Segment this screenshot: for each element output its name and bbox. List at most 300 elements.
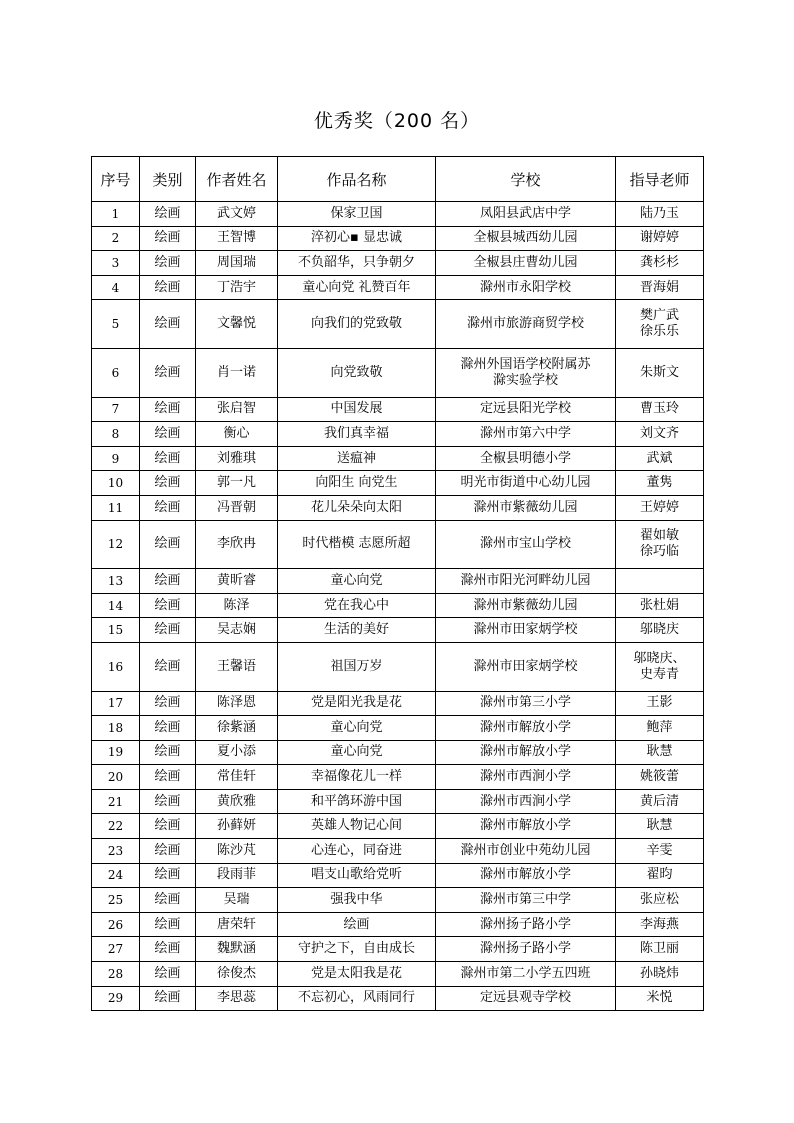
cell-category [140,888,196,913]
cell-category [140,986,196,1011]
cell-number-text: 23 [107,843,124,858]
cell-school [436,569,616,594]
cell-number [92,422,140,447]
cell-school-text: 凤阳县武店中学 [479,205,571,221]
cell-number [92,716,140,741]
cell-category [140,495,196,520]
table-row [92,937,704,962]
cell-school [436,716,616,741]
cell-school [436,275,616,300]
table-row [92,642,704,691]
cell-category [140,348,196,397]
cell-teacher-text: 孙晓炜 [639,965,679,981]
cell-category-text: 绘画 [154,658,181,674]
table-row [92,397,704,422]
cell-number [92,789,140,814]
cell-number [92,275,140,300]
cell-author-text: 张启智 [216,401,256,417]
cell-school [436,300,616,349]
cell-school [436,593,616,618]
cell-category [140,202,196,227]
table-row [92,520,704,569]
cell-number-text: 11 [107,500,124,515]
cell-work [278,348,436,397]
header-school: 学校 [436,157,616,202]
header-number: 序号 [92,157,140,202]
cell-number-text: 6 [111,365,120,380]
cell-teacher [616,986,704,1011]
cell-work-text: 童心向党 礼赞百年 [302,279,411,295]
cell-author-text: 肖一诺 [216,364,256,380]
cell-school-text: 滁州市田家炳学校 [473,622,578,638]
cell-school [436,618,616,643]
cell-work-text: 绘画 [343,916,370,932]
cell-author [196,202,278,227]
cell-work [278,912,436,937]
cell-teacher [616,740,704,765]
cell-category-text: 绘画 [154,842,181,858]
cell-teacher [616,446,704,471]
cell-author [196,642,278,691]
cell-number-text: 3 [111,255,120,270]
cell-number-text: 27 [107,942,124,957]
cell-author [196,348,278,397]
cell-author [196,863,278,888]
cell-work-text: 和平鸽环游中国 [310,793,402,809]
cell-author-text: 王馨语 [216,658,256,674]
cell-category-text: 绘画 [154,205,181,221]
cell-school [436,740,616,765]
cell-category-text: 绘画 [154,719,181,735]
cell-author-text: 丁浩宇 [216,279,256,295]
cell-work-text: 祖国万岁 [330,658,383,674]
cell-number-text: 21 [107,794,124,809]
cell-school-text: 滁州市紫薇幼儿园 [473,597,578,613]
cell-number [92,446,140,471]
cell-school-text: 全椒县明德小学 [479,450,571,466]
cell-author-text: 冯晋朝 [216,499,256,515]
cell-category [140,275,196,300]
cell-number-text: 20 [107,770,124,785]
cell-category [140,716,196,741]
cell-school-text: 全椒县城西幼儿园 [473,230,578,246]
header-teacher: 指导老师 [616,157,704,202]
cell-number [92,520,140,569]
cell-work-text: 保家卫国 [330,205,383,221]
cell-author [196,275,278,300]
cell-number-text: 24 [107,868,124,883]
table-row [92,863,704,888]
cell-teacher-text: 邬晓庆 [639,622,679,638]
table-row [92,912,704,937]
cell-teacher [616,569,704,594]
cell-category-text: 绘画 [154,425,181,441]
cell-teacher-text: 董隽 [646,475,673,491]
table-header-row [92,157,704,202]
cell-work [278,520,436,569]
cell-category-text: 绘画 [154,230,181,246]
cell-work [278,986,436,1011]
cell-number [92,691,140,716]
table-row [92,839,704,864]
cell-work-text: 党是阳光我是花 [310,695,402,711]
cell-number-text: 28 [107,966,124,981]
cell-work-text: 向党致敬 [330,364,383,380]
cell-teacher [616,520,704,569]
cell-author [196,937,278,962]
cell-author-text: 吴志娴 [216,622,256,638]
cell-work [278,740,436,765]
cell-work [278,962,436,987]
cell-teacher [616,202,704,227]
cell-category [140,397,196,422]
table-row [92,789,704,814]
table-row [92,618,704,643]
cell-category [140,814,196,839]
cell-work-text: 唱支山歌给党听 [310,867,402,883]
table-row [92,422,704,447]
cell-author [196,446,278,471]
cell-category [140,593,196,618]
cell-number [92,986,140,1011]
cell-category-text: 绘画 [154,475,181,491]
cell-number [92,226,140,251]
cell-teacher [616,226,704,251]
cell-work-text: 淬初心▪ 显忠诚 [311,230,402,246]
cell-category-text: 绘画 [154,279,181,295]
cell-author [196,912,278,937]
cell-author-text: 衡心 [223,425,250,441]
cell-author-text: 郭一凡 [216,475,256,491]
cell-work [278,937,436,962]
cell-work [278,397,436,422]
cell-number-text: 1 [111,206,120,221]
cell-author-text: 陈泽 [223,597,250,613]
cell-work [278,863,436,888]
cell-work [278,888,436,913]
cell-school-text: 滁州市解放小学 [479,744,571,760]
cell-author [196,593,278,618]
cell-work-text: 党在我心中 [323,597,389,613]
cell-work [278,789,436,814]
cell-teacher-text: 晋海娟 [639,279,679,295]
cell-work-text: 童心向党 [330,744,383,760]
cell-teacher-text: 耿慧 [646,744,673,760]
cell-category-text: 绘画 [154,990,181,1006]
cell-work-text: 花儿朵朵向太阳 [310,499,402,515]
cell-work-text: 幸福像花儿一样 [310,769,402,785]
cell-number-text: 19 [107,745,124,760]
cell-category-text: 绘画 [154,450,181,466]
cell-number [92,642,140,691]
cell-category [140,226,196,251]
cell-category-text: 绘画 [154,499,181,515]
cell-school [436,888,616,913]
cell-school [436,937,616,962]
cell-number-text: 4 [111,280,120,295]
cell-work [278,495,436,520]
cell-work [278,593,436,618]
table-row [92,251,704,276]
cell-category-text: 绘画 [154,793,181,809]
cell-number [92,888,140,913]
table-row [92,888,704,913]
cell-school [436,986,616,1011]
cell-number-text: 15 [107,623,124,638]
cell-author [196,471,278,496]
cell-category [140,422,196,447]
cell-number-text: 16 [107,659,124,674]
cell-author-text: 文馨悦 [216,316,256,332]
cell-school-text: 滁州市田家炳学校 [473,658,578,674]
cell-category [140,740,196,765]
table-row [92,962,704,987]
cell-author [196,422,278,447]
cell-school [436,912,616,937]
cell-category [140,446,196,471]
cell-school-text: 滁州市解放小学 [479,818,571,834]
cell-teacher [616,691,704,716]
cell-author-text: 黄欣雅 [216,793,256,809]
cell-category [140,300,196,349]
cell-category [140,520,196,569]
cell-number [92,912,140,937]
cell-teacher-text: 耿慧 [646,818,673,834]
cell-school [436,422,616,447]
cell-category [140,251,196,276]
cell-teacher [616,495,704,520]
cell-teacher-text: 李海燕 [639,916,679,932]
cell-school [436,495,616,520]
cell-teacher-text: 姚筱蕾 [639,769,679,785]
cell-work [278,569,436,594]
cell-teacher-text: 刘文齐 [639,425,679,441]
cell-author-text: 王智博 [216,230,256,246]
cell-category-text: 绘画 [154,867,181,883]
cell-teacher-text: 辛雯 [646,842,673,858]
cell-work [278,446,436,471]
cell-school [436,202,616,227]
cell-work [278,716,436,741]
cell-category [140,937,196,962]
cell-author [196,618,278,643]
cell-teacher-text: 曹玉玲 [639,401,679,417]
cell-number [92,471,140,496]
cell-teacher [616,962,704,987]
cell-teacher [616,397,704,422]
cell-category-text: 绘画 [154,892,181,908]
cell-author-text: 唐荣轩 [216,916,256,932]
cell-teacher [616,888,704,913]
cell-number [92,300,140,349]
cell-work [278,251,436,276]
cell-school [436,863,616,888]
cell-teacher-text: 鲍萍 [646,719,673,735]
cell-teacher-text: 武斌 [646,450,673,466]
table-row [92,495,704,520]
table-row [92,569,704,594]
cell-number [92,202,140,227]
cell-school [436,814,616,839]
cell-author [196,814,278,839]
table-row [92,691,704,716]
cell-author [196,962,278,987]
cell-number-text: 8 [111,426,120,441]
cell-author-text: 夏小添 [216,744,256,760]
cell-teacher [616,839,704,864]
cell-author-text: 陈泽恩 [216,695,256,711]
awards-table [91,156,704,1011]
cell-teacher-text: 陈卫丽 [639,941,679,957]
cell-work [278,839,436,864]
cell-number [92,569,140,594]
cell-number-text: 25 [107,893,124,908]
cell-teacher-text: 王影 [646,695,673,711]
cell-author-text: 李思蕊 [216,990,256,1006]
cell-teacher [616,471,704,496]
cell-author [196,716,278,741]
cell-work-text: 生活的美好 [323,622,389,638]
cell-teacher [616,422,704,447]
cell-work-text: 党是太阳我是花 [310,965,402,981]
cell-school [436,765,616,790]
cell-school-text: 滁州市旅游商贸学校 [466,316,584,332]
cell-category-text: 绘画 [154,254,181,270]
cell-number-text: 12 [107,537,124,552]
cell-author [196,495,278,520]
cell-author-text: 魏默涵 [216,941,256,957]
table-row [92,740,704,765]
cell-teacher-text: 米悦 [646,990,673,1006]
cell-school-text: 滁州市永阳学校 [479,279,571,295]
cell-work [278,765,436,790]
cell-number [92,495,140,520]
cell-author [196,789,278,814]
cell-category-text: 绘画 [154,695,181,711]
cell-work [278,691,436,716]
cell-number [92,397,140,422]
table-row [92,593,704,618]
cell-author-text: 武文婷 [216,205,256,221]
cell-number-text: 18 [107,720,124,735]
cell-author-text: 常佳轩 [216,769,256,785]
cell-author [196,226,278,251]
cell-teacher-text: 张杜娟 [639,597,679,613]
cell-work [278,202,436,227]
cell-teacher [616,251,704,276]
cell-category [140,569,196,594]
cell-category [140,962,196,987]
table-row [92,300,704,349]
page-title: 优秀奖（200 名） [313,110,481,132]
cell-school [436,520,616,569]
table-row [92,202,704,227]
cell-school [436,471,616,496]
cell-author [196,986,278,1011]
header-author: 作者姓名 [196,157,278,202]
cell-category [140,471,196,496]
cell-author [196,251,278,276]
cell-school-text: 全椒县庄曹幼儿园 [473,254,578,270]
cell-work-text: 我们真幸福 [323,425,389,441]
cell-author [196,520,278,569]
cell-school-text: 滁州市第六中学 [479,425,571,441]
cell-number [92,839,140,864]
cell-category-text: 绘画 [154,536,181,552]
cell-category [140,912,196,937]
cell-author-text: 段雨菲 [216,867,256,883]
cell-school-text: 定远县观寺学校 [479,990,571,1006]
table-row [92,275,704,300]
cell-number [92,962,140,987]
cell-teacher [616,765,704,790]
cell-author-text: 孙藓妍 [216,818,256,834]
cell-school-text: 滁州市解放小学 [479,719,571,735]
cell-school-text: 滁州市阳光河畔幼儿园 [460,572,591,588]
cell-teacher-text: 朱斯文 [639,364,679,380]
cell-school [436,226,616,251]
cell-number-text: 22 [107,819,124,834]
cell-category-text: 绘画 [154,769,181,785]
cell-number [92,765,140,790]
cell-school-text: 滁州市解放小学 [479,867,571,883]
cell-teacher-text: 黄后清 [639,793,679,809]
cell-school-text: 滁州市第二小学五四班 [460,965,591,981]
table-row [92,814,704,839]
cell-author [196,691,278,716]
cell-author-text: 李欣冉 [216,536,256,552]
table-row [92,716,704,741]
table-row [92,471,704,496]
table-row [92,226,704,251]
cell-teacher-text: 陆乃玉 [639,205,679,221]
cell-category [140,863,196,888]
cell-school-text: 滁州市西涧小学 [479,793,571,809]
cell-author-text: 周国瑞 [216,254,256,270]
cell-work-text: 童心向党 [330,719,383,735]
cell-category [140,789,196,814]
cell-number [92,863,140,888]
cell-work-text: 送瘟神 [336,450,376,466]
cell-category-text: 绘画 [154,572,181,588]
cell-number-text: 7 [111,402,120,417]
cell-work-text: 心连心，同奋进 [310,842,402,858]
cell-work-text: 时代楷模 志愿所超 [302,536,411,552]
cell-teacher [616,300,704,349]
cell-category [140,839,196,864]
cell-work [278,275,436,300]
cell-teacher [616,716,704,741]
cell-school-text: 滁州扬子路小学 [479,941,571,957]
cell-number-text: 17 [107,696,124,711]
cell-author-text: 陈沙芃 [216,842,256,858]
cell-school-text: 定远县阳光学校 [479,401,571,417]
cell-category-text: 绘画 [154,965,181,981]
cell-author [196,569,278,594]
cell-school [436,839,616,864]
cell-number [92,251,140,276]
cell-teacher [616,642,704,691]
cell-teacher [616,863,704,888]
cell-work [278,814,436,839]
cell-work-text: 守护之下，自由成长 [297,941,415,957]
cell-school [436,251,616,276]
cell-work [278,618,436,643]
cell-category-text: 绘画 [154,622,181,638]
cell-teacher [616,912,704,937]
cell-category-text: 绘画 [154,744,181,760]
cell-work [278,422,436,447]
